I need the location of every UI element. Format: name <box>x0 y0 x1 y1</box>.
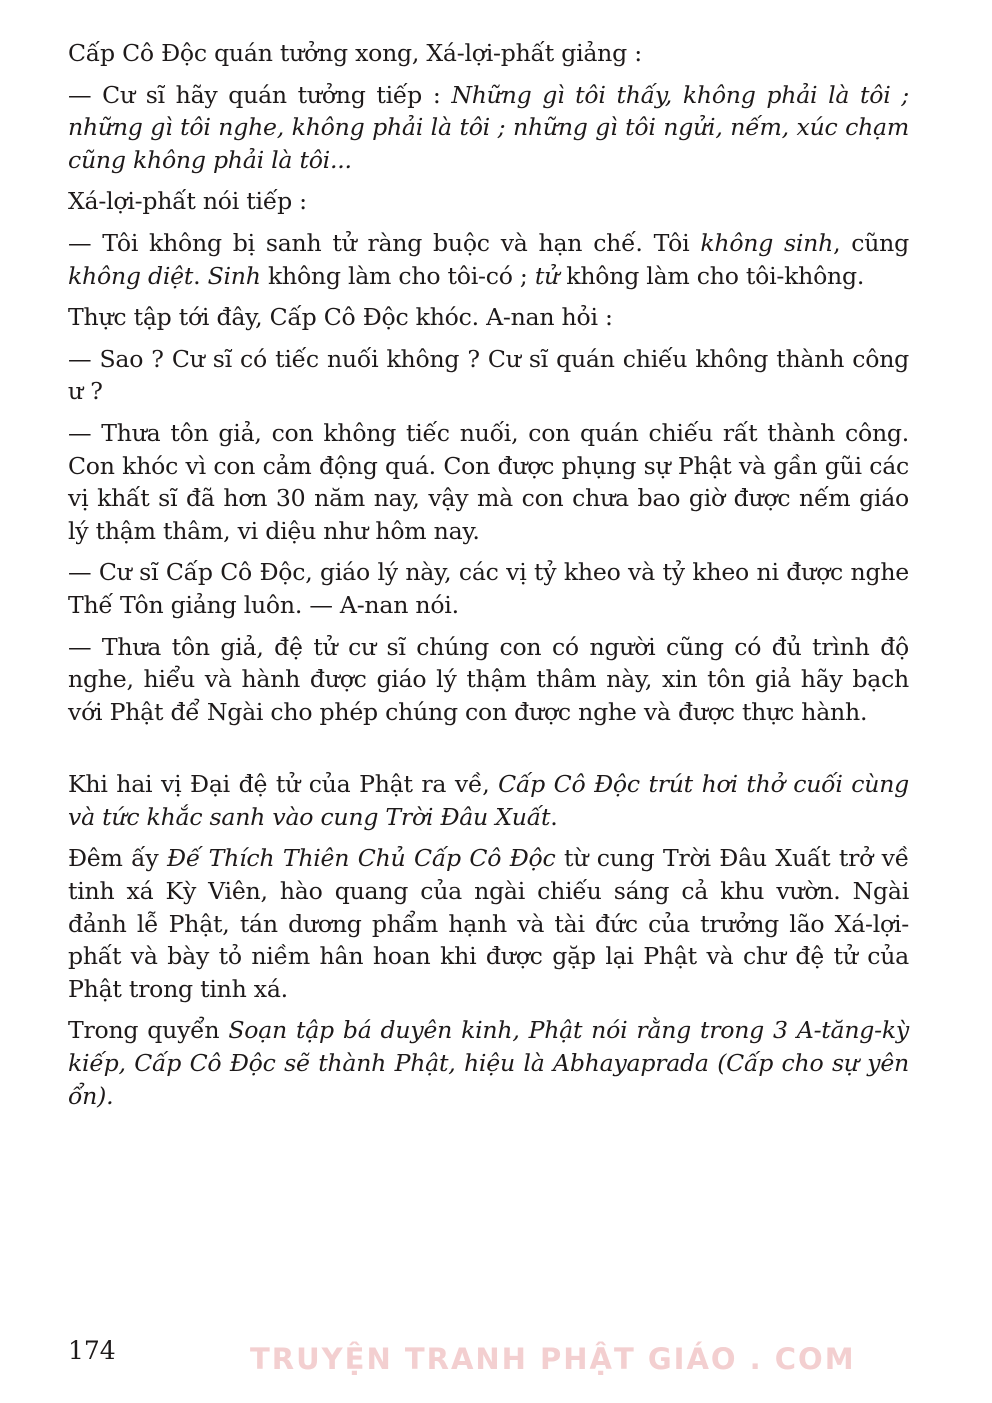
text-run: . <box>550 802 558 831</box>
text-run: . <box>193 261 208 290</box>
italic-text-run: Soạn tập bá duyên kinh, Phật nói rằng trong 3 A-tăng-kỳ kiếp, Cấp Cô Độc sẽ thành Phật, hiệu là Abhayaprada (Cấp cho sự yên ổn). <box>68 1016 909 1110</box>
page-number: 174 <box>68 1336 116 1365</box>
paragraph <box>68 227 909 292</box>
text-run: Đêm ấy <box>68 844 168 873</box>
italic-text-run: Cấp Cô Độc trút hơi thở cuối cùng và tức khắc sanh vào cung Trời Đâu Xuất <box>68 770 909 831</box>
italic-text-run: Sinh <box>207 261 261 290</box>
watermark: TRUYỆN TRANH PHẬT GIÁO . COM <box>250 1342 856 1376</box>
text-run: không làm cho tôi-có ; <box>260 261 535 290</box>
text-run: từ cung Trời Đâu Xuất trở về tinh xá Kỳ Viên, hào quang của ngài chiếu sáng cả khu vườn. Ngài đảnh lễ Phật, tán dương phẩm hạnh và tài đức của trưởng lão Xá-lợi-phất và bày tỏ niềm hân hoan khi được gặp lại Phật và chư đệ tử của Phật trong tinh xá. <box>68 844 910 1003</box>
paragraph <box>68 185 909 218</box>
paragraph <box>68 301 909 334</box>
text-run: Xá-lợi-phất nói tiếp : <box>68 187 307 216</box>
paragraph <box>68 768 909 833</box>
text-run: — Thưa tôn giả, con không tiếc nuối, con quán chiếu rất thành công. Con khóc vì con cảm động quá. Con được phụng sự Phật và gần gũi các vị khất sĩ đã hơn 30 năm nay, vậy mà con chưa bao giờ được nếm giáo lý thậm thâm, vi diệu như hôm nay. <box>68 418 909 545</box>
text-run: Cấp Cô Độc quán tưởng xong, Xá-lợi-phất giảng : <box>68 39 642 67</box>
text-run: , cũng <box>833 228 909 257</box>
text-run: — Sao ? Cư sĩ có tiếc nuối không ? Cư sĩ quán chiếu không thành công ư ? <box>68 344 909 406</box>
book-page-body <box>68 37 909 1121</box>
italic-text-run: không diệt <box>68 261 194 290</box>
paragraph <box>68 417 909 547</box>
paragraph <box>68 79 909 177</box>
text-run: — Thưa tôn giả, đệ tử cư sĩ chúng con có người cũng có đủ trình độ nghe, hiểu và hành được giáo lý thậm thâm này, xin tôn giả hãy bạch với Phật để Ngài cho phép chúng con được nghe và được thực hành. <box>68 632 909 726</box>
paragraph <box>68 631 909 729</box>
text-run: Thực tập tới đây, Cấp Cô Độc khóc. A-nan hỏi : <box>68 303 613 332</box>
italic-text-run: Đế Thích Thiên Chủ Cấp Cô Độc <box>167 844 556 873</box>
text-run: không làm cho tôi-không. <box>559 261 865 290</box>
text-run: Trong quyển <box>68 1016 229 1045</box>
text-run: — Cư sĩ Cấp Cô Độc, giáo lý này, các vị tỷ kheo và tỷ kheo ni được nghe Thế Tôn giảng luôn. — A-nan nói. <box>68 558 909 619</box>
paragraph <box>68 37 909 70</box>
paragraph <box>68 343 909 408</box>
text-run: Khi hai vị Đại đệ tử của Phật ra về, <box>68 770 499 799</box>
paragraph <box>68 556 909 621</box>
italic-text-run: tử <box>534 261 560 290</box>
text-run: — Tôi không bị sanh tử ràng buộc và hạn chế. Tôi <box>68 228 701 257</box>
text-run: — Cư sĩ hãy quán tưởng tiếp : <box>68 80 452 109</box>
paragraph <box>68 1014 909 1112</box>
italic-text-run: Những gì tôi thấy, không phải là tôi ; những gì tôi nghe, không phải là tôi ; những gì tôi ngửi, nếm, xúc chạm cũng không phải là tôi... <box>68 80 909 174</box>
italic-text-run: không sinh <box>700 228 834 257</box>
paragraph <box>68 842 909 1005</box>
